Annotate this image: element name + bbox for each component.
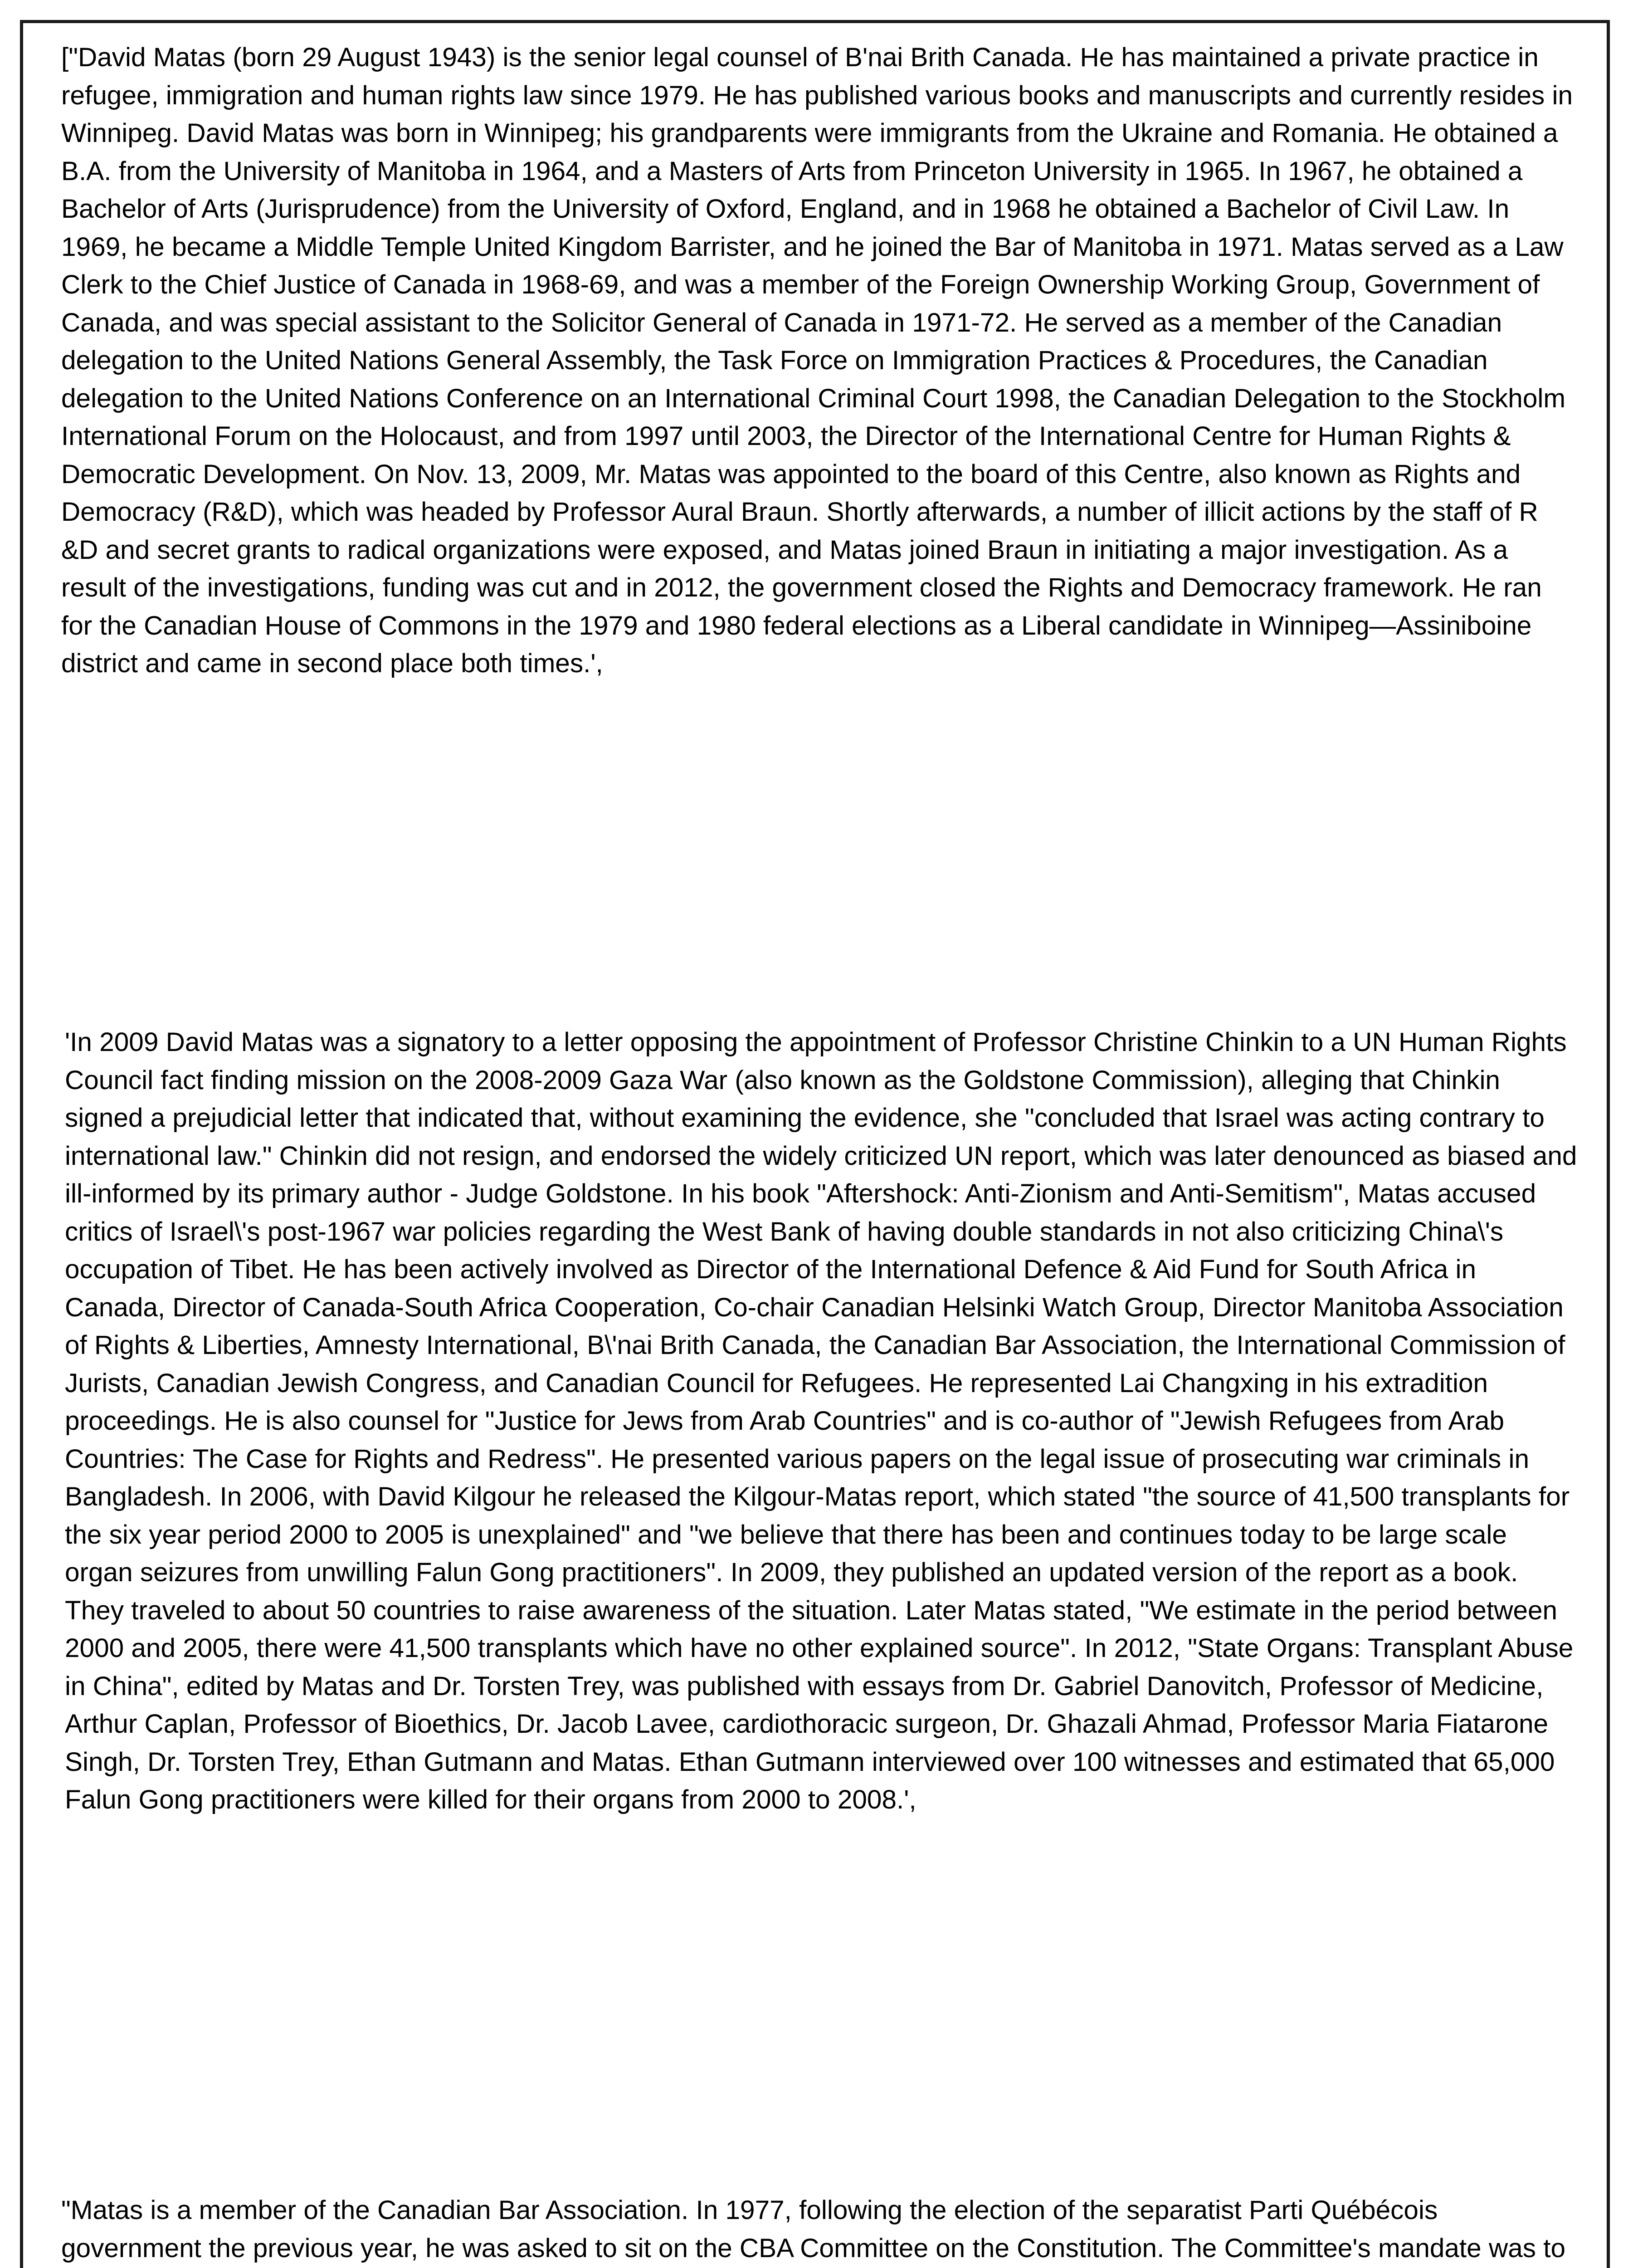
document-frame <box>20 20 1610 2268</box>
paragraph-activism: 'In 2009 David Matas was a signatory to a letter opposing the appointment of Professor Christine Chinkin to a UN Human Rights Council fact finding mission on the 2008-2009 Gaza War (also known as the Goldstone Commission), alleging that Chinkin signed a prejudicial letter that indicated that, without examining the evidence, she "concluded that Israel was acting contrary to international law." Chinkin did not resign, and endorsed the widely criticized UN report, which was later denounced as biased and ill-informed by its primary author - Judge Goldstone. In his book "Aftershock: Anti-Zionism and Anti-Semitism", Matas accused critics of Israel\'s post-1967 war policies regarding the West Bank of having double standards in not also criticizing China\'s occupation of Tibet. He has been actively involved as Director of the International Defence & Aid Fund for South Africa in Canada, Director of Canada-South Africa Cooperation, Co-chair Canadian Helsinki Watch Group, Director Manitoba Association of Rights & Liberties, Amnesty International, B\'nai Brith Canada, the Canadian Bar Association, the International Commission of Jurists, Canadian Jewish Congress, and Canadian Council for Refugees. He represented Lai Changxing in his extradition proceedings. He is also counsel for "Justice for Jews from Arab Countries" and is co-author of "Jewish Refugees from Arab Countries: The Case for Rights and Redress". He presented various papers on the legal issue of prosecuting war criminals in Bangladesh. In 2006, with David Kilgour he released the Kilgour-Matas report, which stated "the source of 41,500 transplants for the six year period 2000 to 2005 is unexplained" and "we believe that there has been and continues today to be large scale organ seizures from unwilling Falun Gong practitioners". In 2009, they published an updated version of the report as a book. They traveled to about 50 countries to raise awareness of the situation. Later Matas stated, "We estimate in the period between 2000 and 2005, there were 41,500 transplants which have no other explained source". In 2012, "State Organs: Transplant Abuse in China", edited by Matas and Dr. Torsten Trey, was published with essays from Dr. Gabriel Danovitch, Professor of Medicine, Arthur Caplan, Professor of Bioethics, Dr. Jacob Lavee, cardiothoracic surgeon, Dr. Ghazali Ahmad, Professor Maria Fiatarone Singh, Dr. Torsten Trey, Ethan Gutmann and Matas. Ethan Gutmann interviewed over 100 witnesses and estimated that 65,000 Falun Gong practitioners were killed for their organs from 2000 to 2008.', <box>65 1027 1577 1814</box>
paragraph-cba-committee: "Matas is a member of the Canadian Bar Association. In 1977, following the election of the separatist Parti Québécois government the previous year, he was asked to sit on the CBA Committee on the Constitution. The Committee's mandate was to <box>61 2195 1566 2263</box>
paragraph-biography: ["David Matas (born 29 August 1943) is the senior legal counsel of B'nai Brith Canada. He has maintained a private practice in refugee, immigration and human rights law since 1979. He has published various books and manuscripts and currently resides in Winnipeg. David Matas was born in Winnipeg; his grandparents were immigrants from the Ukraine and Romania. He obtained a B.A. from the University of Manitoba in 1964, and a Masters of Arts from Princeton University in 1965. In 1967, he obtained a Bachelor of Arts (Jurisprudence) from the University of Oxford, England, and in 1968 he obtained a Bachelor of Civil Law. In 1969, he became a Middle Temple United Kingdom Barrister, and he joined the Bar of Manitoba in 1971. Matas served as a Law Clerk to the Chief Justice of Canada in 1968-69, and was a member of the Foreign Ownership Working Group, Government of Canada, and was special assistant to the Solicitor General of Canada in 1971-72. He served as a member of the Canadian delegation to the United Nations General Assembly, the Task Force on Immigration Practices & Procedures, the Canadian delegation to the United Nations Conference on an International Criminal Court 1998, the Canadian Delegation to the Stockholm International Forum on the Holocaust, and from 1997 until 2003, the Director of the International Centre for Human Rights & Democratic Development. On Nov. 13, 2009, Mr. Matas was appointed to the board of this Centre, also known as Rights and Democracy (R&D), which was headed by Professor Aural Braun. Shortly afterwards, a number of illicit actions by the staff of R &D and secret grants to radical organizations were exposed, and Matas joined Braun in initiating a major investigation. As a result of the investigations, funding was cut and in 2012, the government closed the Rights and Democracy framework. He ran for the Canadian House of Commons in the 1979 and 1980 federal elections as a Liberal candidate in Winnipeg—Assiniboine district and came in second place both times.', <box>61 43 1573 678</box>
